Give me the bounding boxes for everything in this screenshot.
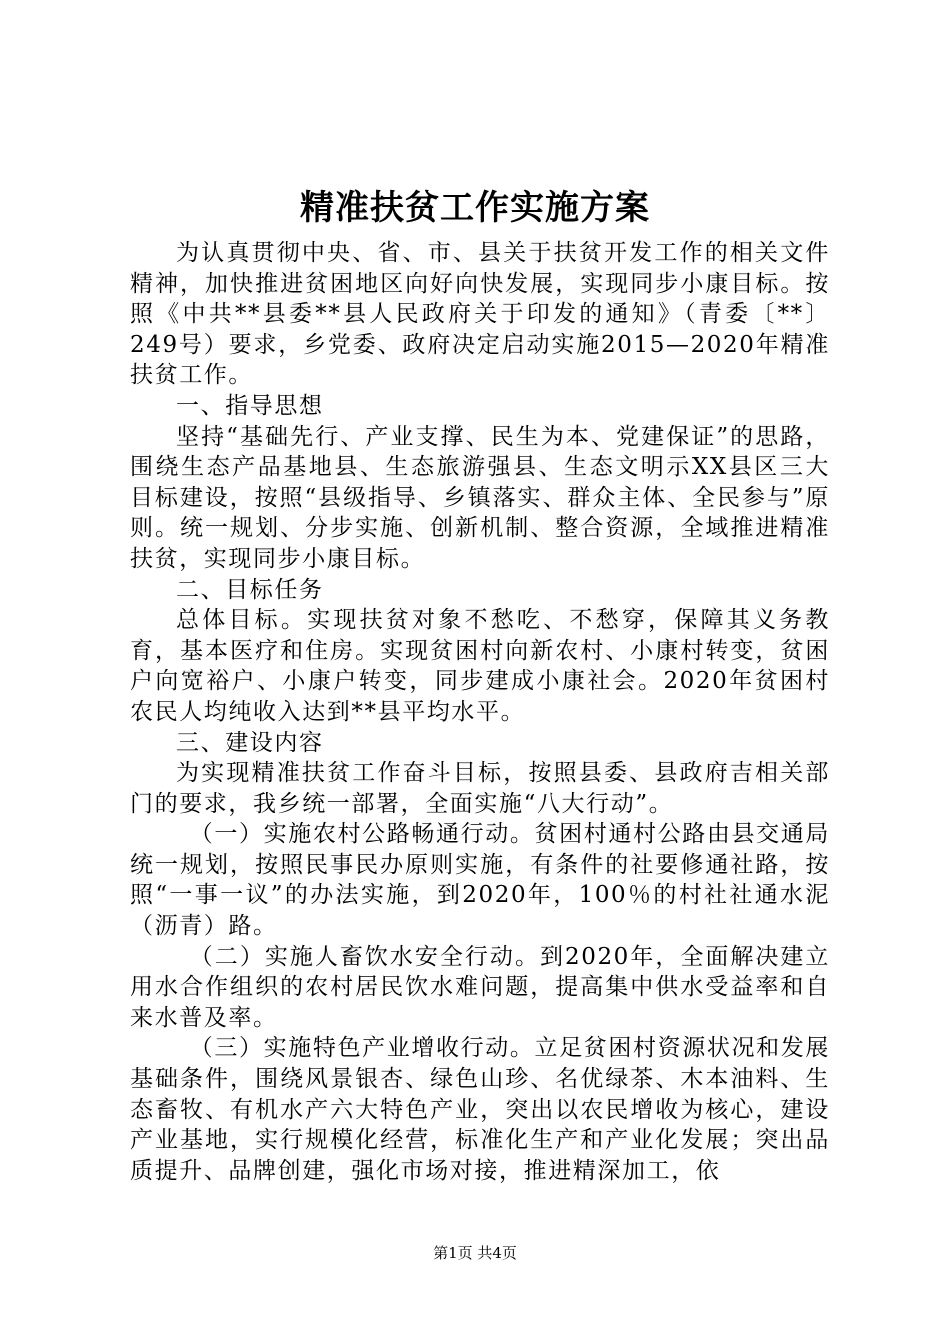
paragraph-action-3: （三）实施特色产业增收行动。立足贫困村资源状况和发展基础条件，围绕风景银杏、绿色山珍、名优绿茶、木本油料、生态畜牧、有机水产六大特色产业，突出以农民增收为核心，建设产业基地，实行规模化经营，标准化生产和产业化发展；突出品质提升、品牌创建，强化市场对接，推进精深加工，依 — [130, 1035, 830, 1184]
paragraph-goals: 总体目标。实现扶贫对象不愁吃、不愁穿，保障其义务教育，基本医疗和住房。实现贫困村向新农村、小康村转变，贫困户向宽裕户、小康户转变，同步建成小康社会。2020年贫困村农民人均纯收入达到**县平均水平。 — [130, 607, 830, 725]
document-body — [130, 238, 830, 1186]
paragraph-content: 为实现精准扶贫工作奋斗目标，按照县委、县政府吉相关部门的要求，我乡统一部署，全面实施“八大行动”。 — [130, 760, 830, 817]
paragraph-intro: 为认真贯彻中央、省、市、县关于扶贫开发工作的相关文件精神，加快推进贫困地区向好向快发展，实现同步小康目标。按照《中共**县委**县人民政府关于印发的通知》（青委〔**〕249号）要求，乡党委、政府决定启动实施2015—2020年精准扶贫工作。 — [130, 240, 830, 389]
paragraph-action-2: （二）实施人畜饮水安全行动。到2020年，全面解决建立用水合作组织的农村居民饮水难问题，提高集中供水受益率和自来水普及率。 — [130, 943, 830, 1031]
section-heading-content: 三、建设内容 — [176, 729, 324, 756]
document-title: 精准扶贫工作实施方案 — [300, 188, 650, 228]
paragraph-action-1: （一）实施农村公路畅通行动。贫困村通村公路由县交通局统一规划，按照民事民办原则实施，有条件的社要修通社路，按照“一事一议”的办法实施，到2020年，100％的村社社通水泥（沥青）路。 — [130, 821, 830, 940]
paragraph-guiding-ideology: 坚持“基础先行、产业支撑、民生为本、党建保证”的思路，围绕生态产品基地县、生态旅游强县、生态文明示XX县区三大目标建设，按照“县级指导、乡镇落实、群众主体、全民参与”原则。统一规划、分步实施、创新机制、整合资源，全域推进精准扶贫，实现同步小康目标。 — [130, 423, 830, 572]
section-heading-goals: 二、目标任务 — [176, 576, 324, 603]
section-heading-guiding-ideology: 一、指导思想 — [176, 392, 324, 419]
page-footer: 第1页 共4页 — [433, 1244, 517, 1262]
